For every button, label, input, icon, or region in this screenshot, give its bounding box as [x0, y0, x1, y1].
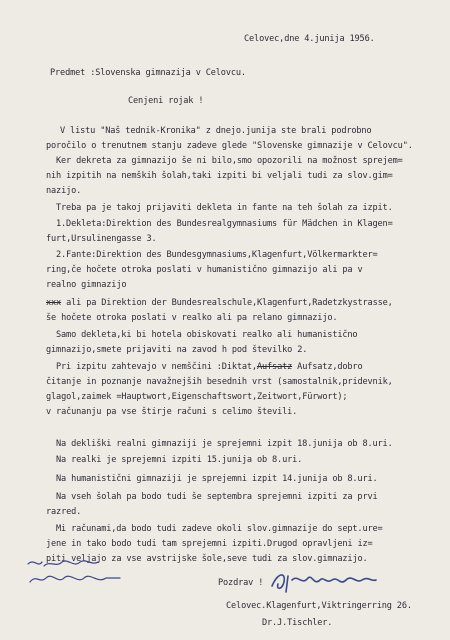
- body-line: Ker dekreta za gimnazijo še ni bilo,smo opozorili na možnost sprejem=: [56, 156, 403, 166]
- body-line: jene in tako bodo tudi tam sprejemni izpiti.Drugod opravljeni iz=: [46, 539, 373, 549]
- body-line: poročilo o trenutnem stanju zadeve glede "Slovenske gimnazije v Celovcu".: [46, 141, 413, 151]
- body-line: 2.Fante:Direktion des Bundesgymnasiums,Klagenfurt,Völkermarkter=: [56, 250, 378, 260]
- body-line: Treba pa je takoj prijaviti dekleta in fante na teh šolah za izpit.: [56, 203, 393, 213]
- closing: Pozdrav !: [218, 578, 264, 588]
- body-line: nih izpitih na nemških šolah,taki izpiti bi veljali tudi za slov.gim=: [46, 171, 393, 181]
- body-line: Na vseh šolah pa bodo tudi še septembra sprejemni izpiti za prvi: [56, 492, 378, 502]
- body-line: realno gimnazijo: [46, 280, 127, 290]
- handwritten-signature: [268, 568, 380, 594]
- body-line: furt,Ursulinengasse 3.: [46, 234, 157, 244]
- body-line: ring,če hočete otroka poslati v humanistično gimnazijo ali pa v: [46, 265, 363, 275]
- struck-text: Aufsatz: [256, 362, 293, 372]
- subject-line: Predmet :Slovenska gimnazija v Celovcu.: [50, 68, 246, 78]
- body-line: [56, 362, 362, 372]
- body-line-text: Aufsatz,dobro: [297, 362, 363, 372]
- body-line: čitanje in poznanje navažnejših besednih vrst (samostalnik,pridevnik,: [46, 377, 393, 387]
- body-line: nazijo.: [46, 186, 82, 196]
- body-line: gimnazijo,smete prijaviti na zavod h pod številko 2.: [46, 345, 308, 355]
- salutation: Cenjeni rojak !: [128, 96, 204, 106]
- signer-name: Dr.J.Tischler.: [262, 618, 333, 628]
- body-line: še hočete otroka poslati v realko ali pa relano gimnazijo.: [46, 313, 338, 323]
- body-line: 1.Dekleta:Direktion des Bundesrealgymnasiums für Mädchen in Klagen=: [56, 219, 393, 229]
- body-line: V listu "Naš tednik-Kronika" z dnejo.junija ste brali podrobno: [60, 126, 372, 136]
- body-line: glagol,zaimek =Hauptwort,Eigenschaftswort,Zeitwort,Fürwort);: [46, 392, 348, 402]
- body-line: [46, 298, 393, 308]
- body-line: Mi računami,da bodo tudi zadeve okoli slov.gimnazije do sept.ure=: [56, 524, 383, 534]
- handwritten-note-left: [26, 554, 126, 590]
- body-line: v računanju pa vse štirje računi s celimo števili.: [46, 407, 298, 417]
- body-line: Na dekliški realni gimnaziji je sprejemni izpit 18.junija ob 8.uri.: [56, 439, 393, 449]
- struck-text: xxx: [46, 298, 62, 308]
- body-line-text: ali pa Direktion der Bundesrealschule,Klagenfurt,Radetzkystrasse,: [66, 298, 393, 308]
- body-line: razred.: [46, 507, 82, 517]
- body-line: Na realki je sprejemni izpiti 15.junija ob 8.uri.: [56, 455, 303, 465]
- body-line: piti veljajo za vse avstrijske šole,seve tudi za slov.gimnazijo.: [46, 554, 368, 564]
- date-line: Celovec,dne 4.junija 1956.: [244, 34, 375, 44]
- body-line-text: Pri izpitu zahtevajo v nemščini :Diktat,: [56, 362, 257, 372]
- body-line: Na humanistični gimnaziji je sprejemni izpit 14.junija ob 8.uri.: [56, 474, 378, 484]
- body-line: Samo dekleta,ki bi hotela obiskovati realko ali humanistično: [56, 330, 358, 340]
- address-line: Celovec.Klagenfurt,Viktringerring 26.: [226, 601, 412, 611]
